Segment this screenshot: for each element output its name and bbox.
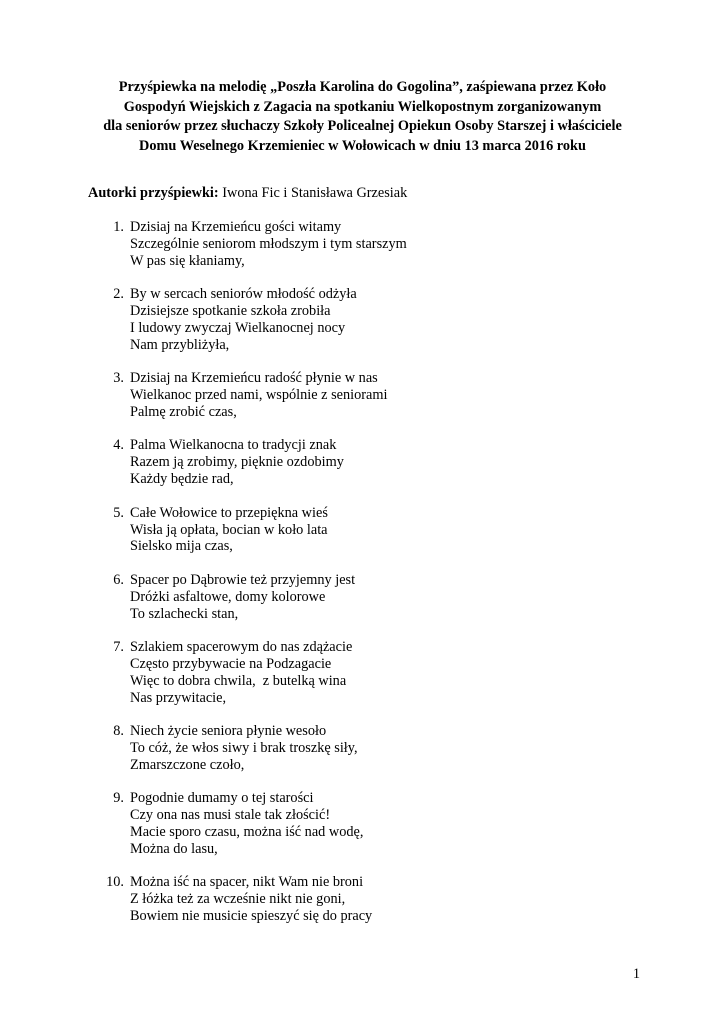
stanza-line: Wisła ją opłata, bocian w koło lata xyxy=(130,521,328,538)
stanza-line: Nas przywitacie, xyxy=(130,689,227,706)
stanza-line: Dzisiaj na Krzemieńcu gości witamy xyxy=(130,219,342,235)
stanza-line: Można iść na spacer, nikt Wam nie broni xyxy=(130,874,364,891)
stanza-line: Można do lasu, xyxy=(130,841,218,858)
stanza-line: Dzisiejsze spotkanie szkoła zrobiła xyxy=(130,303,331,320)
stanza-number: 9. xyxy=(113,790,124,807)
stanza-line: To cóż, że włos siwy i brak troszkę siły, xyxy=(130,739,358,756)
stanza-line: Spacer po Dąbrowie też przyjemny jest xyxy=(130,571,356,588)
authors-names: Iwona Fic i Stanisława Grzesiak xyxy=(218,185,408,201)
page-number: 1 xyxy=(632,966,640,982)
title-line: Domu Weselnego Krzemieniec w Wołowicach w dniu 13 marca 2016 roku xyxy=(139,137,586,154)
stanza-lines xyxy=(130,505,648,556)
stanza-line: Macie sporo czasu, można iść nad wodę, xyxy=(130,824,364,841)
stanza xyxy=(88,370,648,421)
stanza-line: W pas się kłaniamy, xyxy=(130,252,245,269)
stanza-line: Palma Wielkanocna to tradycji znak xyxy=(130,437,337,454)
stanza xyxy=(88,437,648,488)
stanza-line: To szlachecki stan, xyxy=(130,605,239,622)
document-title xyxy=(70,78,655,156)
stanza-lines xyxy=(130,370,648,421)
stanza-line: Pogodnie dumamy o tej starości xyxy=(130,790,314,807)
stanza-number: 5. xyxy=(113,504,124,521)
stanza-line: I ludowy zwyczaj Wielkanocnej nocy xyxy=(130,320,346,337)
stanza xyxy=(88,505,648,556)
stanza-number: 3. xyxy=(113,370,124,387)
stanza-list xyxy=(88,219,648,941)
stanza-lines xyxy=(130,790,648,858)
stanza xyxy=(88,790,648,858)
stanza-line: Zmarszczone czoło, xyxy=(130,756,245,773)
stanza xyxy=(88,723,648,774)
stanza-line: Całe Wołowice to przepiękna wieś xyxy=(130,504,328,521)
stanza xyxy=(88,219,648,270)
stanza-line: Każdy będzie rad, xyxy=(130,471,234,488)
stanza-line: Niech życie seniora płynie wesoło xyxy=(130,723,327,739)
stanza-number: 2. xyxy=(113,286,124,303)
stanza-line: Dzisiaj na Krzemieńcu radość płynie w nas xyxy=(130,370,378,387)
stanza-line: Nam przybliżyła, xyxy=(130,337,230,354)
stanza-line: Razem ją zrobimy, pięknie ozdobimy xyxy=(130,454,344,471)
stanza xyxy=(88,874,648,925)
stanza-line: Bowiem nie musicie spieszyć się do pracy xyxy=(130,908,373,925)
stanza-lines xyxy=(130,219,648,270)
stanza-line: Z łóżka też za wcześnie nikt nie goni, xyxy=(130,891,346,908)
stanza-lines xyxy=(130,437,648,488)
stanza-line: Wielkanoc przed nami, wspólnie z seniorami xyxy=(130,387,388,404)
stanza-number: 1. xyxy=(113,219,124,235)
stanza-line: Dróżki asfaltowe, domy kolorowe xyxy=(130,588,326,605)
stanza-line: Szlakiem spacerowym do nas zdążacie xyxy=(130,638,353,655)
stanza-lines xyxy=(130,874,648,925)
stanza-number: 8. xyxy=(113,723,124,739)
stanza-line: Więc to dobra chwila, z butelką wina xyxy=(130,672,347,689)
stanza-line: Szczególnie seniorom młodszym i tym starszym xyxy=(130,235,407,252)
stanza xyxy=(88,286,648,354)
stanza-line: Czy ona nas musi stale tak złościć! xyxy=(130,807,331,824)
stanza-number: 10. xyxy=(106,874,124,891)
stanza-line: Palmę zrobić czas, xyxy=(130,404,237,421)
authors-label: Autorki przyśpiewki: xyxy=(88,185,219,201)
stanza-line: Często przybywacie na Podzagacie xyxy=(130,655,332,672)
stanza-line: Sielsko mija czas, xyxy=(130,538,233,555)
stanza-lines xyxy=(130,572,648,623)
title-line: dla seniorów przez słuchaczy Szkoły Policealnej Opiekun Osoby Starszej i właściciele xyxy=(103,118,622,134)
stanza-lines xyxy=(130,639,648,707)
stanza-number: 7. xyxy=(113,638,124,655)
stanza xyxy=(88,639,648,707)
stanza-number: 6. xyxy=(113,571,124,588)
authors-line xyxy=(88,184,407,204)
title-line: Przyśpiewka na melodię „Poszła Karolina do Gogolina”, zaśpiewana przez Koło xyxy=(118,79,607,95)
stanza-line: By w sercach seniorów młodość odżyła xyxy=(130,286,357,303)
title-line: Gospodyń Wiejskich z Zagacia na spotkaniu Wielkopostnym zorganizowanym xyxy=(123,98,602,115)
stanza-number: 4. xyxy=(113,437,124,454)
stanza xyxy=(88,572,648,623)
stanza-lines xyxy=(130,286,648,354)
stanza-lines xyxy=(130,723,648,774)
